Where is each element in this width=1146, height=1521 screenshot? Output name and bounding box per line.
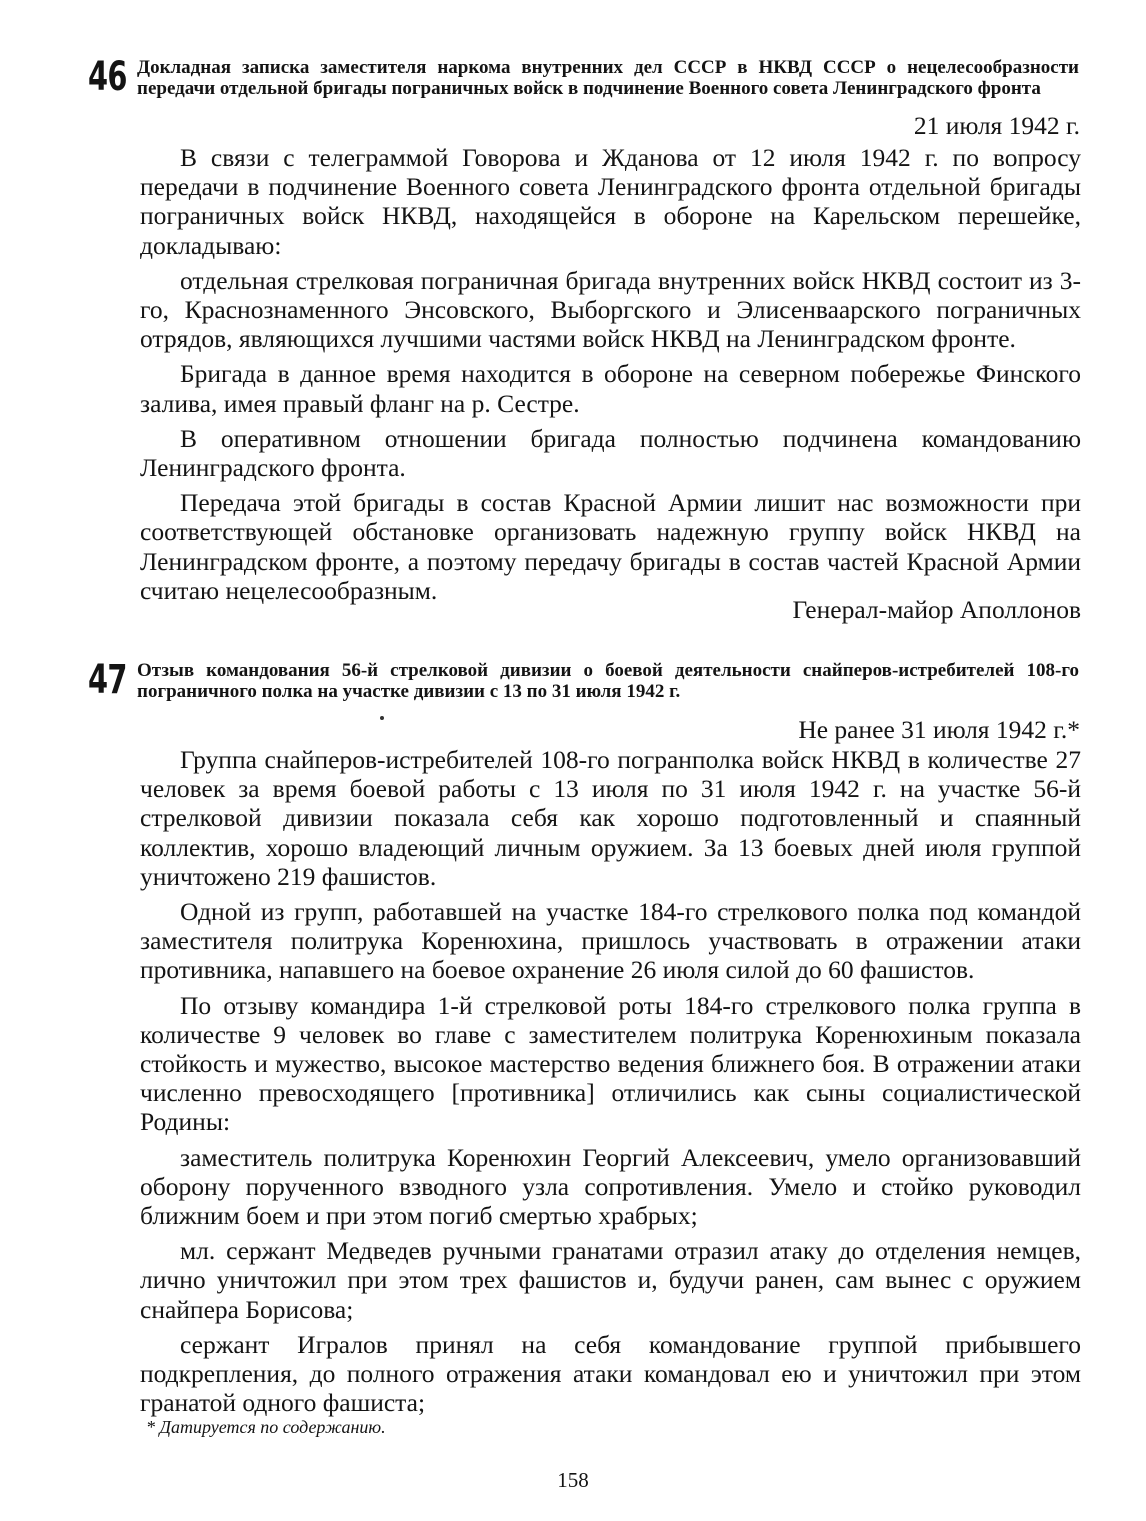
document-body-47 (140, 745, 1081, 1423)
paragraph: Бригада в данное время находится в обороне на северном побережье Финского залива, имея правый фланг на р. Сестре. (140, 359, 1081, 418)
paragraph: Передача этой бригады в состав Красной Армии лишит нас возможности при соответствующей обстановке организовать надежную группу войск НКВД на Ленинградском фронте, а поэтому передачу бригады в состав частей Красной Армии считаю нецелесообразным. (140, 488, 1081, 605)
page-number: 158 (557, 1468, 589, 1492)
document-title-47: Отзыв командования 56-й стрелковой дивизии о боевой деятельности снайперов-истребителей 108-го пограничного полка на участке дивизии с 13 по 31 июля 1942 г. (137, 660, 1079, 702)
paragraph: Группа снайперов-истребителей 108-го погранполка войск НКВД в количестве 27 человек за время боевой работы с 13 июля по 31 июля 1942 г. на участке 56-й стрелковой дивизии показала себя как хорошо подготовленный и спаянный коллектив, хорошо владеющий личным оружием. За 13 боевых дней июля группой уничтожено 219 фашистов. (140, 745, 1081, 891)
document-number-47: 47 (88, 657, 127, 703)
paragraph: мл. сержант Медведев ручными гранатами отразил атаку до отделения немцев, лично уничтожил при этом трех фашистов и, будучи ранен, сам вынес с оружием снайпера Борисова; (140, 1236, 1081, 1324)
document-date-47: Не ранее 31 июля 1942 г.* (798, 715, 1080, 744)
paragraph: отдельная стрелковая пограничная бригада внутренних войск НКВД состоит из 3-го, Краснознаменного Энсовского, Выборгского и Элисенваарского пограничных отрядов, являющихся лучшими частями войск НКВД на Ленинградском фронте. (140, 265, 1081, 354)
ink-dot (380, 716, 384, 720)
document-title-46: Докладная записка заместителя наркома внутренних дел СССР в НКВД СССР о нецелесообразности передачи отдельной бригады пограничных войск в подчинение Военного совета Ленинградского фронта (137, 57, 1079, 99)
paragraph: В связи с телеграммой Говорова и Жданова от 12 июля 1942 г. по вопросу передачи в подчинение Военного совета Ленинградского фронта отдельной бригады пограничных войск НКВД, находящейся в обороне на Карельском перешейке, докладываю: (140, 143, 1081, 260)
document-date-46: 21 июля 1942 г. (913, 111, 1080, 140)
paragraph: По отзыву командира 1-й стрелковой роты 184-го стрелкового полка группа в количестве 9 человек во главе с заместителем политрука Коренюхиным показала стойкость и мужество, высокое мастерство ведения ближнего боя. В отражении атаки численно превосходящего [противника] отличились как сыны социалистической Родины: (140, 990, 1081, 1137)
document-number-46: 46 (88, 54, 127, 100)
paragraph: Одной из групп, работавшей на участке 184-го стрелкового полка под командой заместителя политрука Коренюхина, пришлось участвовать в отражении атаки противника, напавшего на боевое охранение 26 июля силой до 60 фашистов. (140, 897, 1081, 985)
paragraph: заместитель политрука Коренюхин Георгий Алексеевич, умело организовавший оборону порученного взводного узла сопротивления. Умело и стойко руководил ближним боем и при этом погиб смертью храбрых; (140, 1142, 1081, 1231)
paragraph: В оперативном отношении бригада полностью подчинена командованию Ленинградского фронта. (140, 423, 1081, 483)
document-signature-46: Генерал-майор Аполлонов (792, 595, 1081, 624)
paragraph: сержант Игралов принял на себя командование группой прибывшего подкрепления, до полного отражения атаки командовал ею и уничтожил при этом гранатой одного фашиста; (140, 1329, 1081, 1418)
footnote: * Датируется по содержанию. (146, 1417, 386, 1437)
document-body-46 (140, 143, 1081, 611)
